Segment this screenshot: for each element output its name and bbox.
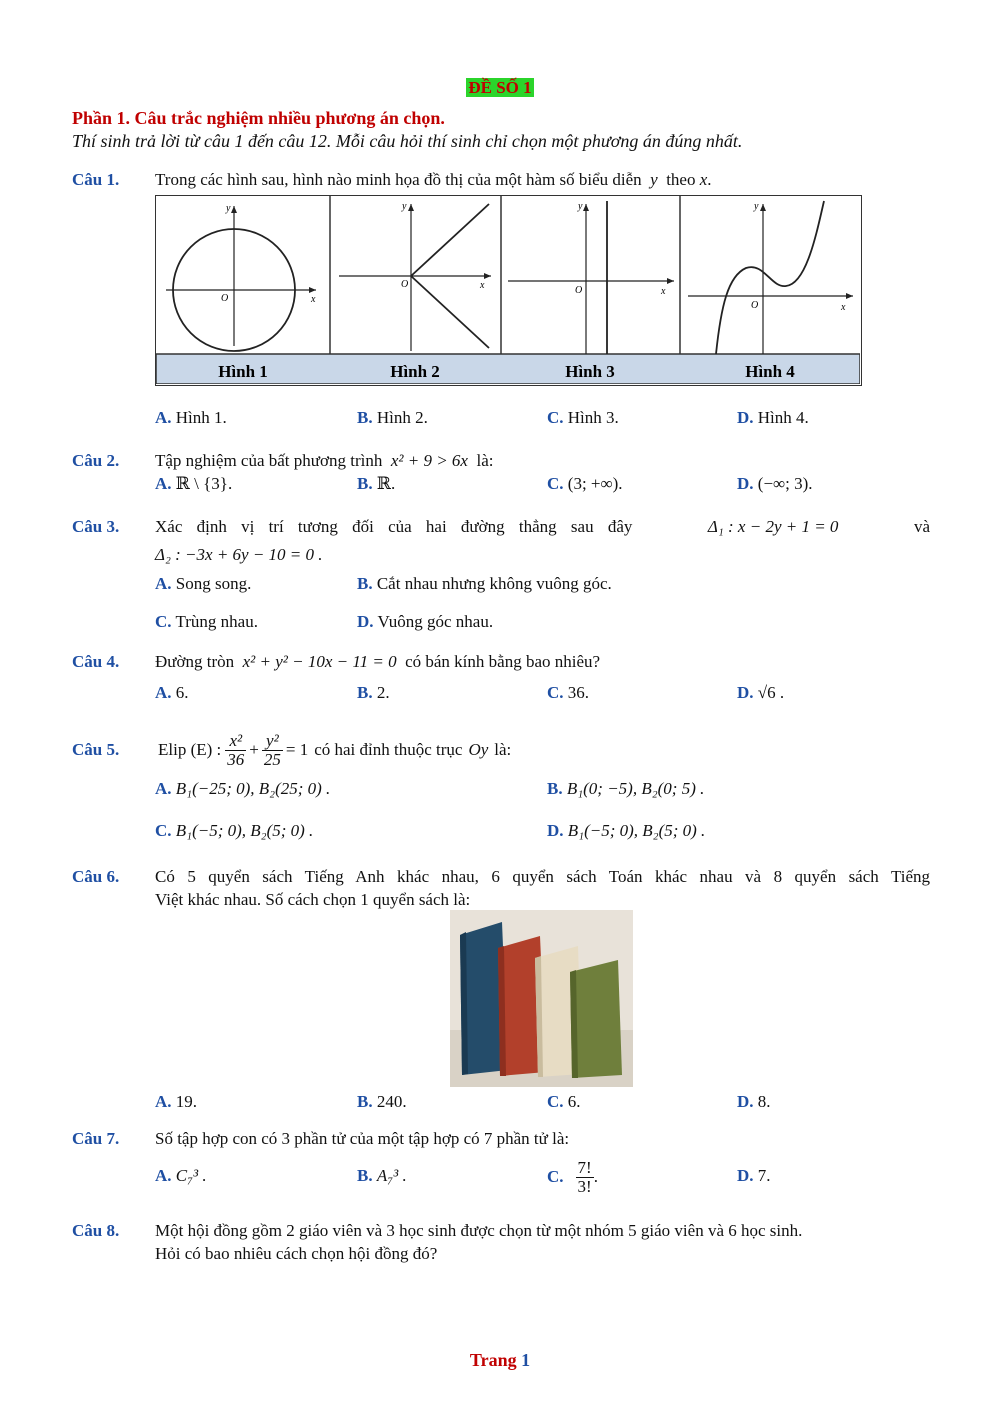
q6-option-c[interactable]: C. 6. — [547, 1092, 581, 1111]
q4-option-b[interactable]: B. 2. — [357, 683, 390, 702]
q2-option-a[interactable]: A. ℝ \ {3}. — [155, 474, 233, 493]
q6-option-b[interactable]: B. 240. — [357, 1092, 407, 1111]
part-instruction: Thí sinh trả lời từ câu 1 đến câu 12. Mỗi câu hỏi thí sinh chỉ chọn một phương án đúng nhất. — [72, 131, 743, 151]
g3-y-label: y — [578, 201, 583, 212]
q4-option-a[interactable]: A. 6. — [155, 683, 189, 702]
graph-1-circle — [166, 206, 316, 351]
q8-label: Câu 8. — [72, 1221, 120, 1240]
q1-figure-panel — [155, 195, 862, 386]
q2-text: Tập nghiệm của bất phương trình x² + 9 > 6x là: — [155, 451, 494, 470]
q1-text: Trong các hình sau, hình nào minh họa đồ thị của một hàm số biểu diễn y theo x. — [155, 170, 712, 189]
fig-caption-1: Hình 1 — [218, 362, 268, 381]
g2-x-label: x — [480, 280, 485, 291]
q3-eq2: Δ₂ : −3x + 6y − 10 = 0 . — [155, 545, 323, 564]
g4-y-label: y — [754, 201, 759, 212]
q7-option-a[interactable]: A. C₇³ . — [155, 1166, 207, 1185]
q8-line1: Một hội đồng gồm 2 giáo viên và 3 học sinh được chọn từ một nhóm 5 giáo viên và 6 học sinh. — [155, 1221, 803, 1240]
q1-label: Câu 1. — [72, 170, 120, 189]
q4-label: Câu 4. — [72, 652, 120, 671]
g1-y-label: y — [226, 203, 231, 214]
q3-option-d[interactable]: D. Vuông góc nhau. — [357, 612, 494, 631]
q7-label: Câu 7. — [72, 1129, 120, 1148]
q7-option-c[interactable]: C. $\frac{7!}{3!}$ . — [547, 1157, 598, 1196]
exam-title: ĐỀ SỐ 1 — [468, 78, 532, 97]
q5-label: Câu 5. — [72, 740, 120, 759]
fig-caption-2: Hình 2 — [390, 362, 440, 381]
q4-option-c[interactable]: C. 36. — [547, 683, 590, 702]
q3-option-a[interactable]: A. Song song. — [155, 574, 252, 593]
q6-line1: Có 5 quyển sách Tiếng Anh khác nhau, 6 quyển sách Toán khác nhau và 8 quyển sách Tiếng — [155, 867, 930, 886]
q1-option-a[interactable]: A. Hình 1. — [155, 408, 227, 427]
q2-option-b[interactable]: B. ℝ. — [357, 474, 396, 493]
q5-option-a[interactable]: A. B₁(−25; 0), B₂(25; 0) . — [155, 779, 331, 798]
q1-option-b[interactable]: B. Hình 2. — [357, 408, 428, 427]
q5-frac-y: $\frac{\text{y²}}{25}$ — [263, 730, 281, 769]
q2-option-c[interactable]: C. (3; +∞). — [547, 474, 623, 493]
q5-option-d[interactable]: D. B₁(−5; 0), B₂(5; 0) . — [547, 821, 706, 840]
q3-option-c[interactable]: C. Trùng nhau. — [155, 612, 258, 631]
q6-option-a[interactable]: A. 19. — [155, 1092, 198, 1111]
g2-origin: O — [401, 279, 409, 290]
fig-caption-3: Hình 3 — [565, 362, 615, 381]
q2-option-d[interactable]: D. (−∞; 3). — [737, 474, 813, 493]
q8-line2: Hỏi có bao nhiêu cách chọn hội đồng đó? — [155, 1244, 438, 1263]
g1-origin: O — [221, 293, 229, 304]
g2-y-label: y — [402, 201, 407, 212]
graph-4-cubic — [688, 201, 853, 354]
q6-label: Câu 6. — [72, 867, 120, 886]
g1-x-label: x — [311, 294, 316, 305]
q5-frac-x: $\frac{\text{x²}}{36}$ — [227, 730, 245, 769]
part-heading: Phần 1. Câu trắc nghiệm nhiều phương án chọn. — [72, 108, 445, 128]
q4-text: Đường tròn x² + y² − 10x − 11 = 0 có bán kính bằng bao nhiêu? — [155, 652, 601, 671]
q7-option-d[interactable]: D. 7. — [737, 1166, 771, 1185]
fig-caption-4: Hình 4 — [745, 362, 795, 381]
q4-option-d[interactable]: D. √6 . — [737, 683, 785, 702]
g3-x-label: x — [661, 286, 666, 297]
graph-2-sideways-v — [339, 204, 491, 351]
q1-graphs — [156, 196, 860, 384]
q3-label: Câu 3. — [72, 517, 120, 536]
books-image — [450, 910, 633, 1087]
graph-3-vertical-line — [508, 201, 674, 354]
q1-option-d[interactable]: D. Hình 4. — [737, 408, 809, 427]
g4-origin: O — [751, 300, 759, 311]
q5-option-c[interactable]: C. B₁(−5; 0), B₂(5; 0) . — [155, 821, 314, 840]
q7-option-b[interactable]: B. A₇³ . — [357, 1166, 407, 1185]
page-footer: Trang 1 — [469, 1350, 531, 1370]
q1-option-c[interactable]: C. Hình 3. — [547, 408, 619, 427]
q3-option-b[interactable]: B. Cắt nhau nhưng không vuông góc. — [357, 574, 612, 593]
q6-option-d[interactable]: D. 8. — [737, 1092, 771, 1111]
q6-line2: Việt khác nhau. Số cách chọn 1 quyển sách là: — [155, 890, 471, 909]
g3-origin: O — [575, 285, 583, 296]
q3-text: Xác định vị trí tương đối của hai đường thẳng sau đây Δ₁ : x − 2y + 1 = 0 và — [155, 517, 930, 536]
q5-option-b[interactable]: B. B₁(0; −5), B₂(0; 5) . — [547, 779, 705, 798]
g4-x-label: x — [841, 302, 846, 313]
q5-text: Elip (E) : $\frac{\text{x²}}{36}$ + $\frac{\text{y²}}{25}$ = 1 có hai đỉnh thuộc trục Oy là: — [158, 730, 512, 769]
q2-label: Câu 2. — [72, 451, 120, 470]
q7-text: Số tập hợp con có 3 phần tử của một tập hợp có 7 phần tử là: — [155, 1129, 570, 1148]
